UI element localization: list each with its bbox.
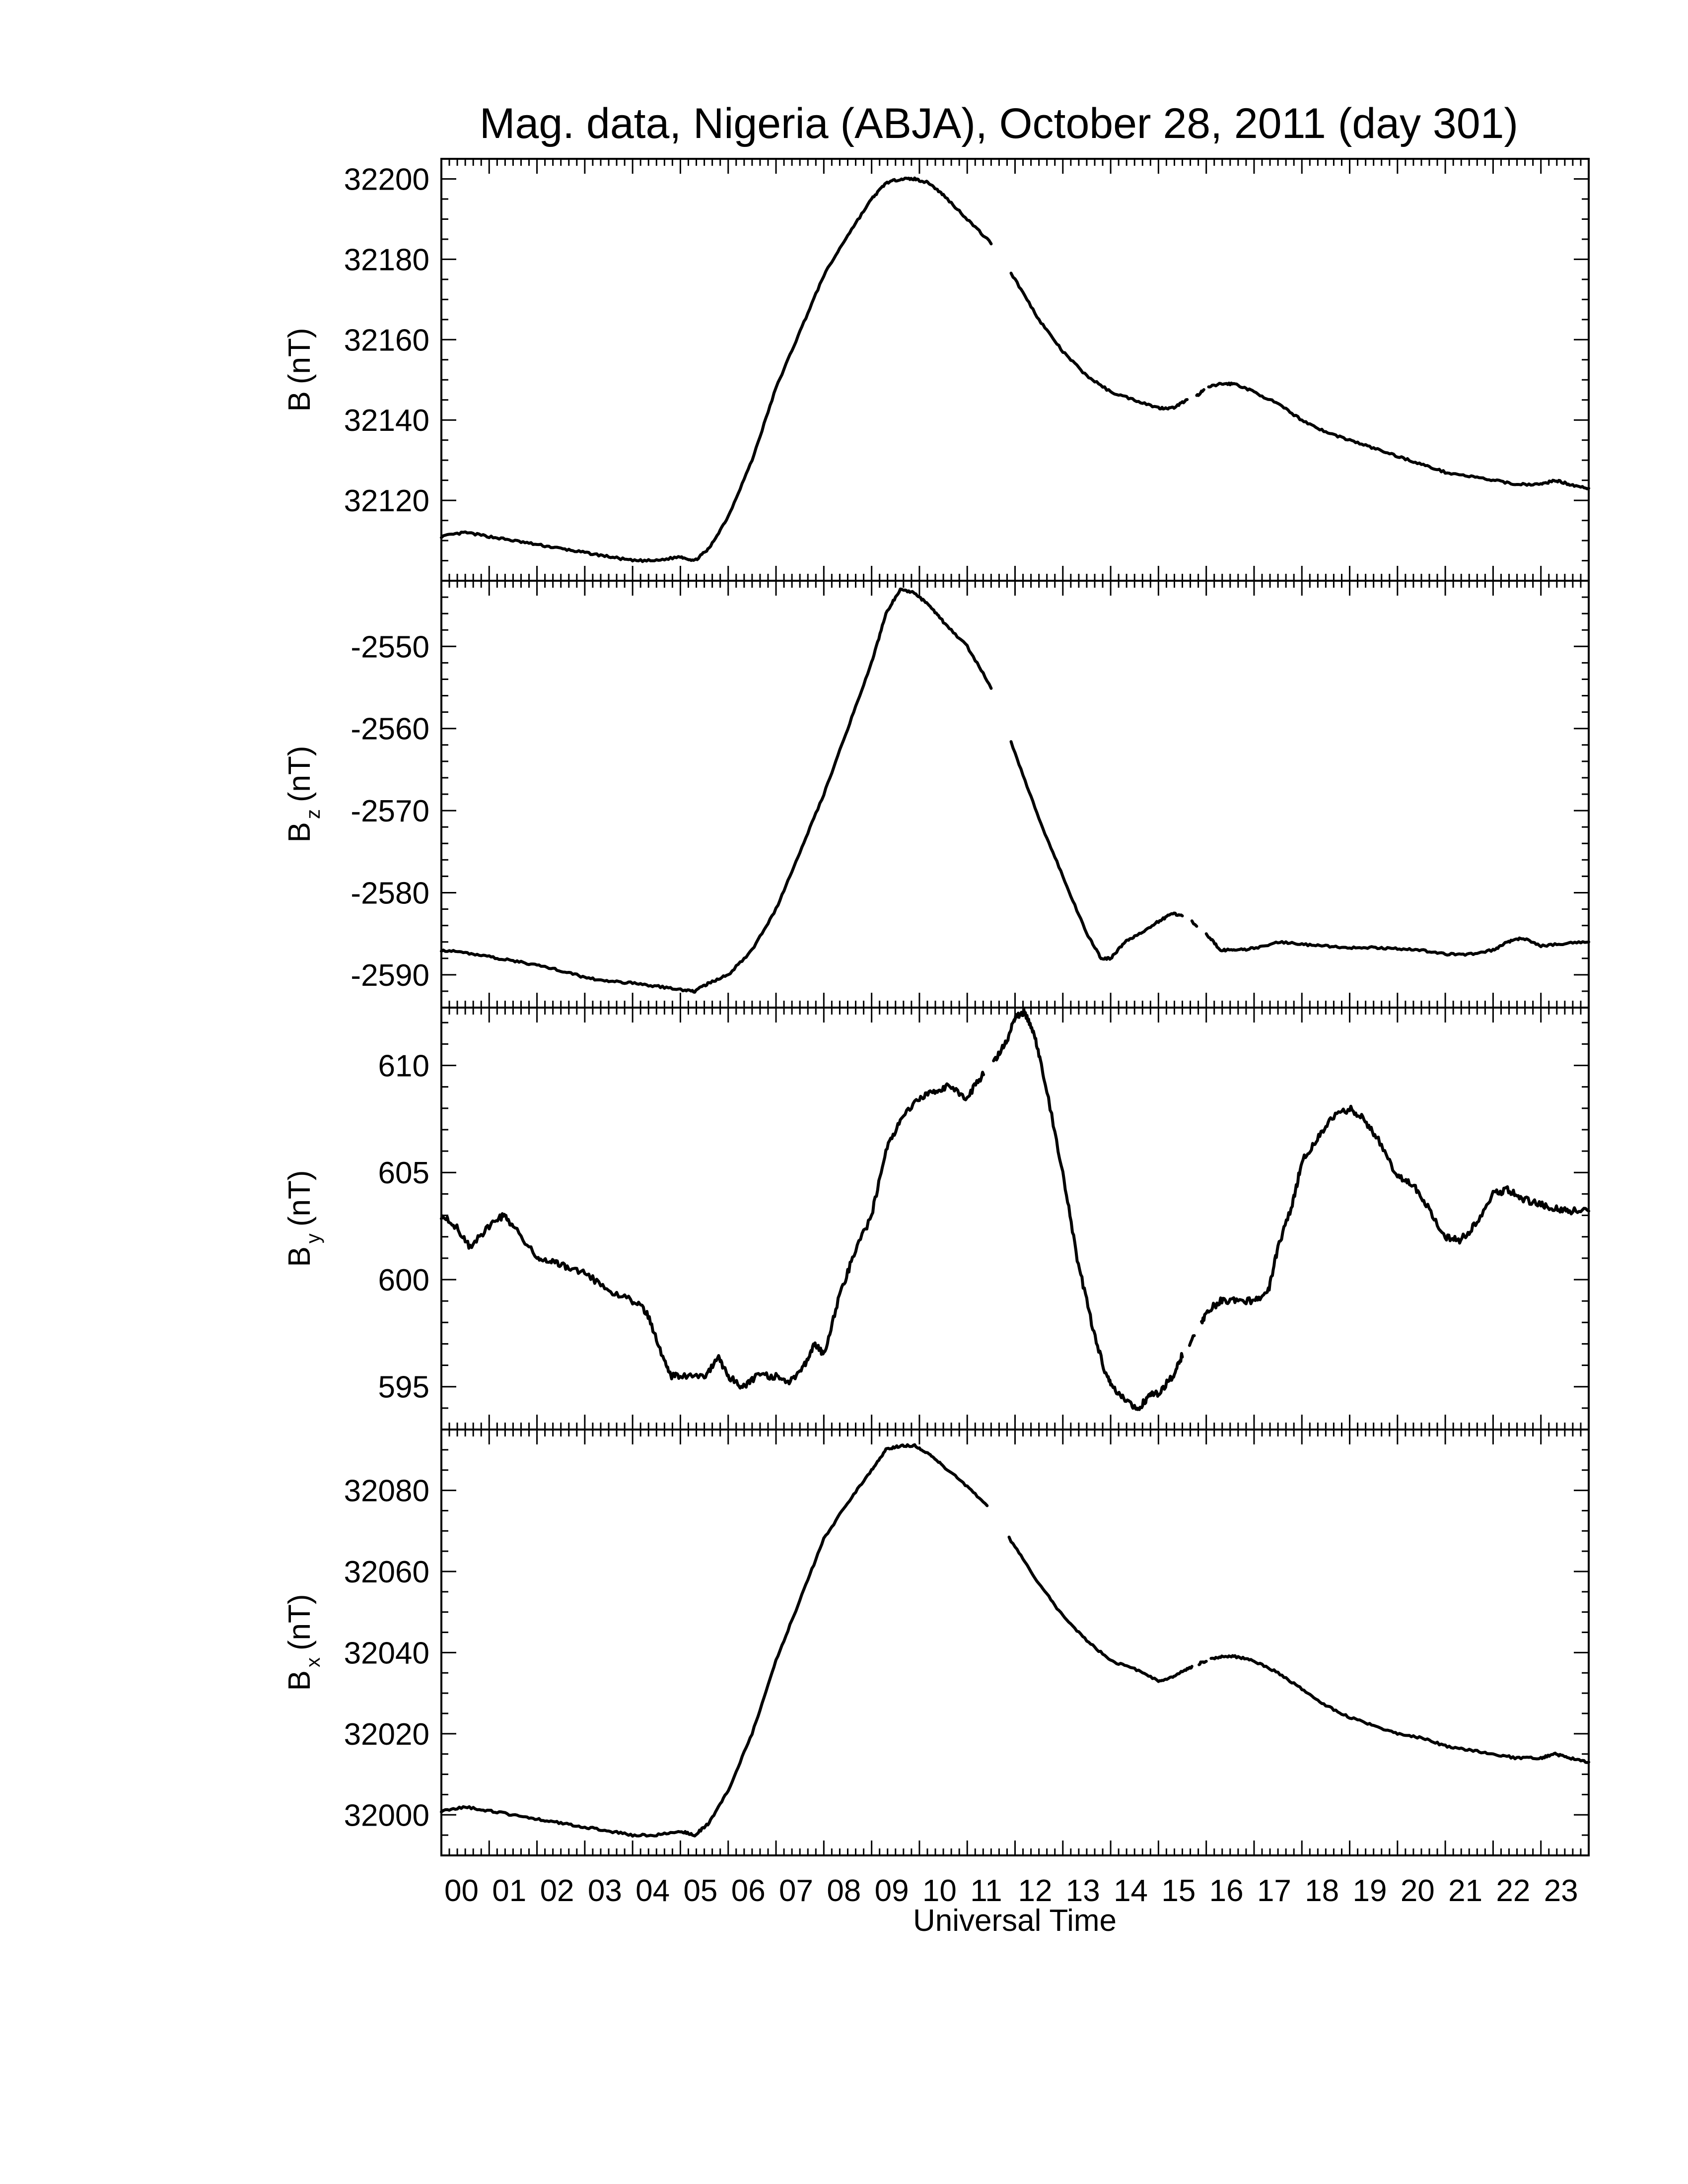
y-tick-label: -2570 [351, 794, 429, 829]
chart-title: Mag. data, Nigeria (ABJA), October 28, 2011 (day 301) [479, 100, 1519, 147]
x-tick-label: 00 [444, 1874, 479, 1908]
y-axis-label-main: B [282, 391, 317, 412]
x-tick-label: 09 [874, 1874, 909, 1908]
x-tick-label: 10 [922, 1874, 957, 1908]
y-tick-label: 32020 [344, 1717, 429, 1752]
y-tick-label: 32180 [344, 243, 429, 277]
x-tick-label: 15 [1161, 1874, 1196, 1908]
y-axis-label-main: B [282, 822, 317, 843]
y-tick-label: 32120 [344, 484, 429, 519]
y-tick-label: -2550 [351, 630, 429, 665]
x-tick-label: 21 [1448, 1874, 1483, 1908]
x-tick-label: 22 [1496, 1874, 1531, 1908]
x-tick-label: 03 [587, 1874, 622, 1908]
x-axis-label: Universal Time [913, 1904, 1117, 1938]
y-tick-label: 32200 [344, 162, 429, 197]
y-tick-label: -2560 [351, 712, 429, 747]
x-tick-label: 20 [1400, 1874, 1435, 1908]
x-tick-label: 07 [779, 1874, 814, 1908]
x-tick-label: 08 [827, 1874, 861, 1908]
y-axis-label-subscript: x [302, 1657, 324, 1668]
x-tick-label: 17 [1257, 1874, 1291, 1908]
y-axis-label-unit: (nT) [282, 746, 317, 803]
x-tick-label: 02 [540, 1874, 574, 1908]
x-tick-label: 05 [683, 1874, 718, 1908]
y-tick-label: 32140 [344, 404, 429, 438]
y-axis-label-unit: (nT) [282, 1170, 317, 1227]
x-tick-label: 19 [1352, 1874, 1387, 1908]
y-tick-label: 32080 [344, 1474, 429, 1508]
y-tick-label: 32040 [344, 1636, 429, 1671]
y-tick-label: 32060 [344, 1555, 429, 1589]
x-tick-label: 06 [731, 1874, 766, 1908]
y-axis-label-subscript: z [302, 809, 324, 819]
x-tick-label: 01 [492, 1874, 527, 1908]
y-axis-label-B [282, 328, 317, 411]
x-tick-label: 18 [1305, 1874, 1339, 1908]
y-axis-label-subscript: y [302, 1233, 324, 1244]
y-axis-label-unit: (nT) [282, 328, 317, 385]
y-tick-label: -2590 [351, 958, 429, 993]
x-tick-label: 23 [1544, 1874, 1578, 1908]
x-tick-label: 16 [1209, 1874, 1244, 1908]
y-axis-label-unit: (nT) [282, 1594, 317, 1651]
x-tick-label: 13 [1065, 1874, 1100, 1908]
y-tick-label: 610 [378, 1049, 429, 1084]
y-axis-label-main: B [282, 1670, 317, 1691]
x-tick-label: 04 [635, 1874, 670, 1908]
y-axis-label-main: B [282, 1246, 317, 1267]
y-tick-label: 595 [378, 1370, 429, 1405]
x-tick-label: 11 [970, 1874, 1002, 1908]
y-tick-label: 600 [378, 1263, 429, 1297]
y-tick-label: 32160 [344, 323, 429, 358]
y-tick-label: 32000 [344, 1798, 429, 1833]
x-tick-label: 14 [1114, 1874, 1148, 1908]
y-tick-label: -2580 [351, 876, 429, 911]
y-tick-label: 605 [378, 1156, 429, 1191]
x-tick-label: 12 [1018, 1874, 1053, 1908]
